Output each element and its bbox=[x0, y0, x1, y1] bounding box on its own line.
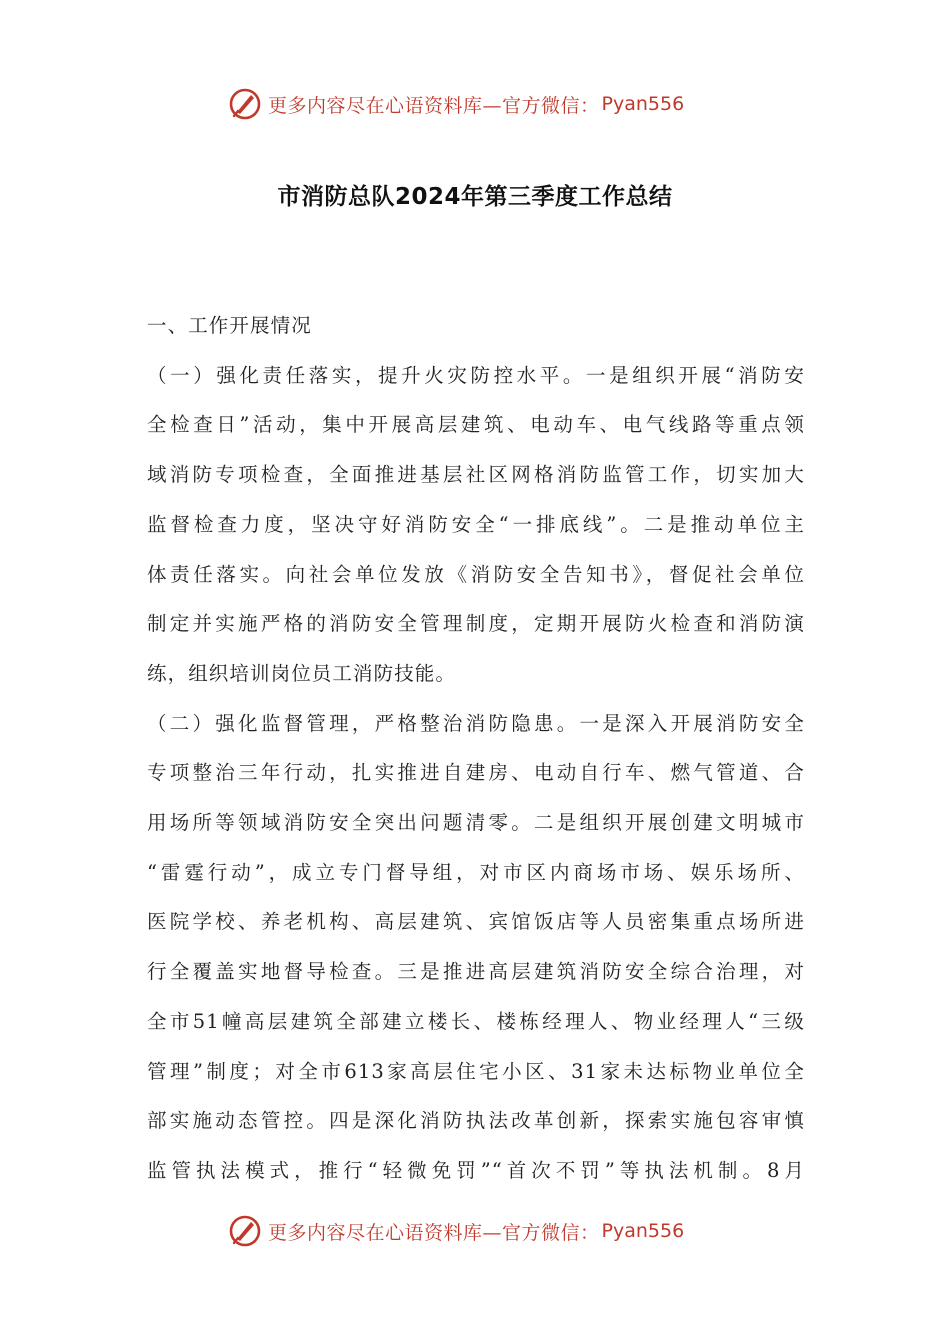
quill-pen-logo-icon bbox=[228, 87, 262, 121]
watermark-wechat-id: Pyan556 bbox=[601, 93, 685, 115]
body-line: （二）强化监督管理，严格整治消防隐患。一是深入开展消防安全 bbox=[147, 711, 805, 735]
body-line: “雷霆行动”，成立专门督导组，对市区内商场市场、娱乐场所、 bbox=[147, 860, 805, 884]
body-line: 练，组织培训岗位员工消防技能。 bbox=[147, 661, 457, 685]
body-line: 用场所等领域消防安全突出问题清零。二是组织开展创建文明城市 bbox=[147, 811, 805, 835]
body-line: 全市51幢高层建筑全部建立楼长、楼栋经理人、物业经理人“三级 bbox=[147, 1009, 805, 1033]
section-heading: 一、工作开展情况 bbox=[147, 314, 312, 337]
body-line: 管理”制度；对全市613家高层住宅小区、31家未达标物业单位全 bbox=[147, 1059, 805, 1083]
watermark-banner-bottom bbox=[228, 1211, 684, 1251]
watermark-text: 更多内容尽在心语资料库—官方微信： bbox=[268, 1221, 600, 1244]
body-line: 监管执法模式，推行“轻微免罚”“首次不罚”等执法机制。8月 bbox=[147, 1158, 805, 1182]
body-line: 医院学校、养老机构、高层建筑、宾馆饭店等人员密集重点场所进 bbox=[147, 910, 805, 934]
document-title: 市消防总队2024年第三季度工作总结 bbox=[277, 184, 673, 210]
body-line: 部实施动态管控。四是深化消防执法改革创新，探索实施包容审慎 bbox=[147, 1109, 805, 1133]
body-line: 专项整治三年行动，扎实推进自建房、电动自行车、燃气管道、合 bbox=[147, 761, 805, 785]
watermark-wechat-id: Pyan556 bbox=[601, 1220, 685, 1242]
document-body bbox=[147, 301, 805, 1196]
body-line: 全检查日”活动，集中开展高层建筑、电动车、电气线路等重点领 bbox=[147, 413, 805, 437]
quill-pen-logo-icon bbox=[228, 1214, 262, 1248]
body-line: （一）强化责任落实，提升火灾防控水平。一是组织开展“消防安 bbox=[147, 363, 805, 387]
body-line: 行全覆盖实地督导检查。三是推进高层建筑消防安全综合治理，对 bbox=[147, 960, 805, 984]
body-line: 监督检查力度，坚决守好消防安全“一排底线”。二是推动单位主 bbox=[147, 512, 805, 536]
watermark-text: 更多内容尽在心语资料库—官方微信： bbox=[268, 94, 600, 117]
watermark-banner-top bbox=[228, 84, 684, 124]
body-line: 体责任落实。向社会单位发放《消防安全告知书》，督促社会单位 bbox=[147, 562, 805, 586]
body-line: 制定并实施严格的消防安全管理制度，定期开展防火检查和消防演 bbox=[147, 612, 805, 636]
body-line: 域消防专项检查，全面推进基层社区网格消防监管工作，切实加大 bbox=[147, 463, 805, 487]
